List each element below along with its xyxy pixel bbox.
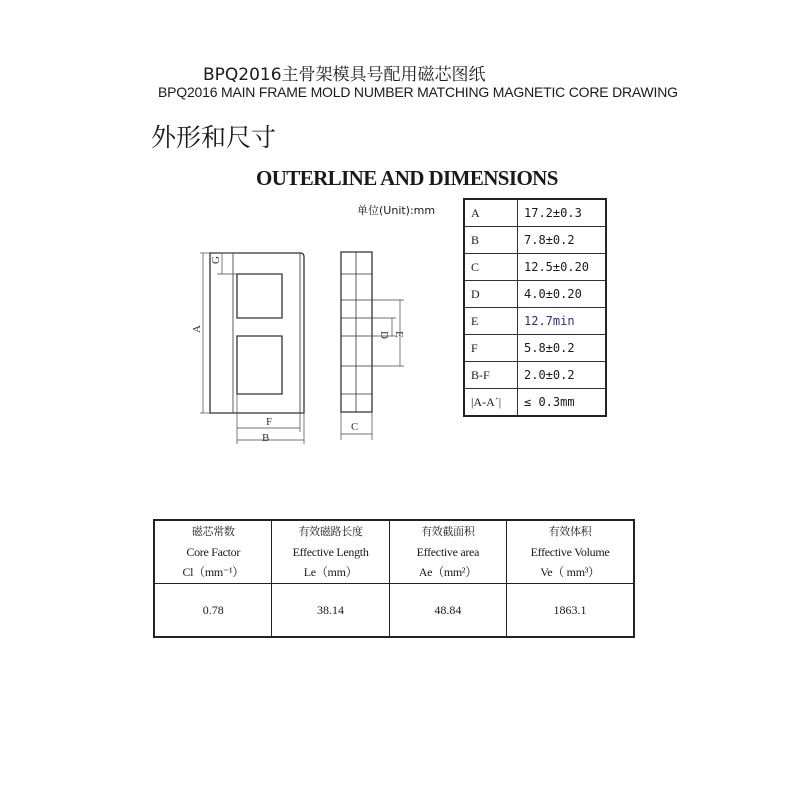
dimension-key: C <box>464 254 518 281</box>
dimension-key: F <box>464 335 518 362</box>
dimension-key: E <box>464 308 518 335</box>
header-sym: Ae（mm²） <box>418 565 477 579</box>
label-a: A <box>191 325 203 333</box>
dimension-row <box>464 199 606 227</box>
header-cn: 有效体积 <box>548 525 592 538</box>
dimension-key: B <box>464 227 518 254</box>
dimension-value: 7.8±0.2 <box>518 227 607 254</box>
dimension-row <box>464 254 606 281</box>
dimension-row <box>464 308 606 335</box>
dimension-row <box>464 362 606 389</box>
dimension-value: 12.5±0.20 <box>518 254 607 281</box>
e-core-side-outline <box>341 252 372 412</box>
core-factor-table <box>153 519 635 638</box>
core-factor-header <box>154 520 272 584</box>
e-core-front-outline <box>210 253 304 413</box>
core-factor-header <box>506 520 634 584</box>
header-sym: Le（mm） <box>303 565 358 579</box>
header-en: Effective Length <box>292 545 369 559</box>
label-f: F <box>266 416 273 428</box>
core-factor-value: 0.78 <box>154 584 272 638</box>
header-en: Core Factor <box>186 545 241 559</box>
core-factor-header <box>389 520 506 584</box>
core-factor-value: 1863.1 <box>506 584 634 638</box>
core-factor-value: 38.14 <box>272 584 389 638</box>
header-cn: 有效磁路长度 <box>298 525 363 538</box>
dimension-value: 12.7min <box>518 308 607 335</box>
document-title-en: BPQ2016 MAIN FRAME MOLD NUMBER MATCHING MAGNETIC CORE DRAWING <box>158 84 678 100</box>
label-g: G <box>210 256 222 264</box>
section-title-cn: 外形和尺寸 <box>151 123 277 152</box>
dimension-value: 4.0±0.20 <box>518 281 607 308</box>
core-factor-value: 48.84 <box>389 584 506 638</box>
label-d: D <box>378 331 390 339</box>
header-sym: Cl（mm⁻¹） <box>182 565 244 579</box>
header-sym: Ve（ mm³） <box>540 565 600 579</box>
label-e: E <box>393 331 405 338</box>
dimension-key: B-F <box>464 362 518 389</box>
header-en: Effective area <box>416 545 480 559</box>
dimension-value: ≤ 0.3mm <box>518 389 607 417</box>
unit-note: 单位(Unit):mm <box>357 204 436 217</box>
section-title-en: OUTERLINE AND DIMENSIONS <box>256 166 558 190</box>
dimension-value: 5.8±0.2 <box>518 335 607 362</box>
dimension-value: 17.2±0.3 <box>518 199 607 227</box>
core-factor-header <box>272 520 389 584</box>
dimension-row <box>464 335 606 362</box>
document-title-cn: BPQ2016主骨架模具号配用磁芯图纸 <box>203 65 486 85</box>
dimension-table <box>463 198 607 417</box>
label-c: C <box>351 421 359 433</box>
dimension-row <box>464 281 606 308</box>
dimension-row <box>464 227 606 254</box>
header-cn: 有效截面积 <box>421 525 475 538</box>
header-en: Effective Volume <box>530 545 610 559</box>
header-cn: 磁芯常数 <box>191 525 235 538</box>
dimension-key: |A-A´| <box>464 389 518 417</box>
label-b: B <box>262 432 270 444</box>
dimension-key: D <box>464 281 518 308</box>
dimension-key: A <box>464 199 518 227</box>
dimension-value: 2.0±0.2 <box>518 362 607 389</box>
dimension-row <box>464 389 606 417</box>
